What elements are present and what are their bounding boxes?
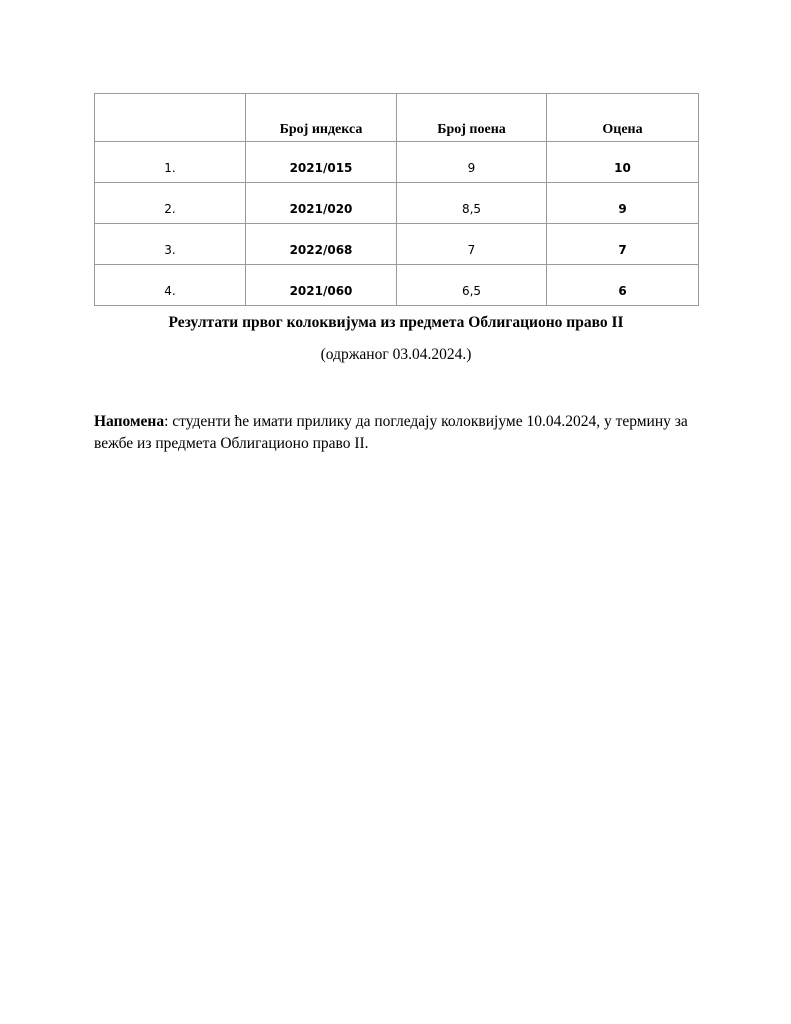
points-cell: 6,5: [397, 265, 547, 306]
header-cell-number: [95, 94, 246, 142]
grade-cell: 6: [547, 265, 699, 306]
header-cell-grade: Оцена: [547, 94, 699, 142]
row-number-cell: 1.: [95, 142, 246, 183]
points-cell: 9: [397, 142, 547, 183]
index-number-cell: 2022/068: [246, 224, 397, 265]
points-cell: 8,5: [397, 183, 547, 224]
results-table: [94, 93, 699, 306]
header-cell-points: Број поена: [397, 94, 547, 142]
table-row: [95, 142, 699, 183]
table-row: [95, 183, 699, 224]
row-number-cell: 4.: [95, 265, 246, 306]
note-label: Напомена: [94, 413, 165, 430]
index-number-cell: 2021/020: [246, 183, 397, 224]
note-text: : студенти ће имати прилику да погледају колоквијуме 10.04.2024, у термину за вежбе из предмета Облигационо право II.: [94, 413, 688, 452]
table-row: [95, 265, 699, 306]
document-subtitle: (одржаног 03.04.2024.): [320, 346, 472, 363]
note-paragraph: [94, 411, 704, 455]
points-cell: 7: [397, 224, 547, 265]
index-number-cell: 2021/060: [246, 265, 397, 306]
index-number-cell: 2021/015: [246, 142, 397, 183]
row-number-cell: 3.: [95, 224, 246, 265]
row-number-cell: 2.: [95, 183, 246, 224]
table-header-row: [95, 94, 699, 142]
table-row: [95, 224, 699, 265]
grade-cell: 7: [547, 224, 699, 265]
header-cell-index: Број индекса: [246, 94, 397, 142]
document-title: Резултати првог колоквијума из предмета Облигационо право II: [168, 314, 624, 331]
grade-cell: 10: [547, 142, 699, 183]
grade-cell: 9: [547, 183, 699, 224]
